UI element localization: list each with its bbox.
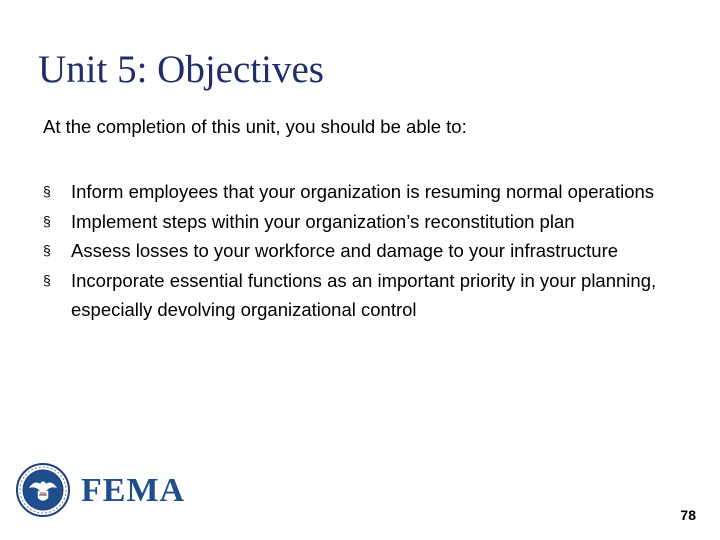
bullet-marker-icon: §	[43, 212, 51, 229]
bullet-marker-icon: §	[43, 183, 51, 199]
fema-wordmark: FEMA	[81, 472, 186, 509]
bullet-marker-icon: §	[43, 271, 51, 288]
list-item	[43, 207, 683, 237]
page-number: 78	[680, 507, 696, 523]
list-item	[43, 266, 683, 325]
intro-text: At the completion of this unit, you should be able to:	[43, 116, 467, 137]
bullet-marker-icon: §	[43, 242, 51, 258]
bullet-text: Inform employees that your organization is resuming normal operations	[71, 181, 655, 202]
fema-logo	[15, 462, 185, 518]
bullet-text: Implement steps within your organization’s reconstitution plan	[71, 210, 575, 232]
list-item	[43, 177, 683, 207]
bullet-text: Incorporate essential functions as an important priority in your planning, especially devolving organizational control	[71, 269, 657, 320]
bullet-text: Assess losses to your workforce and damage to your infrastructure	[71, 240, 619, 261]
slide-title: Unit 5: Objectives	[38, 48, 324, 91]
list-item	[43, 236, 683, 266]
objectives-list	[43, 177, 683, 325]
